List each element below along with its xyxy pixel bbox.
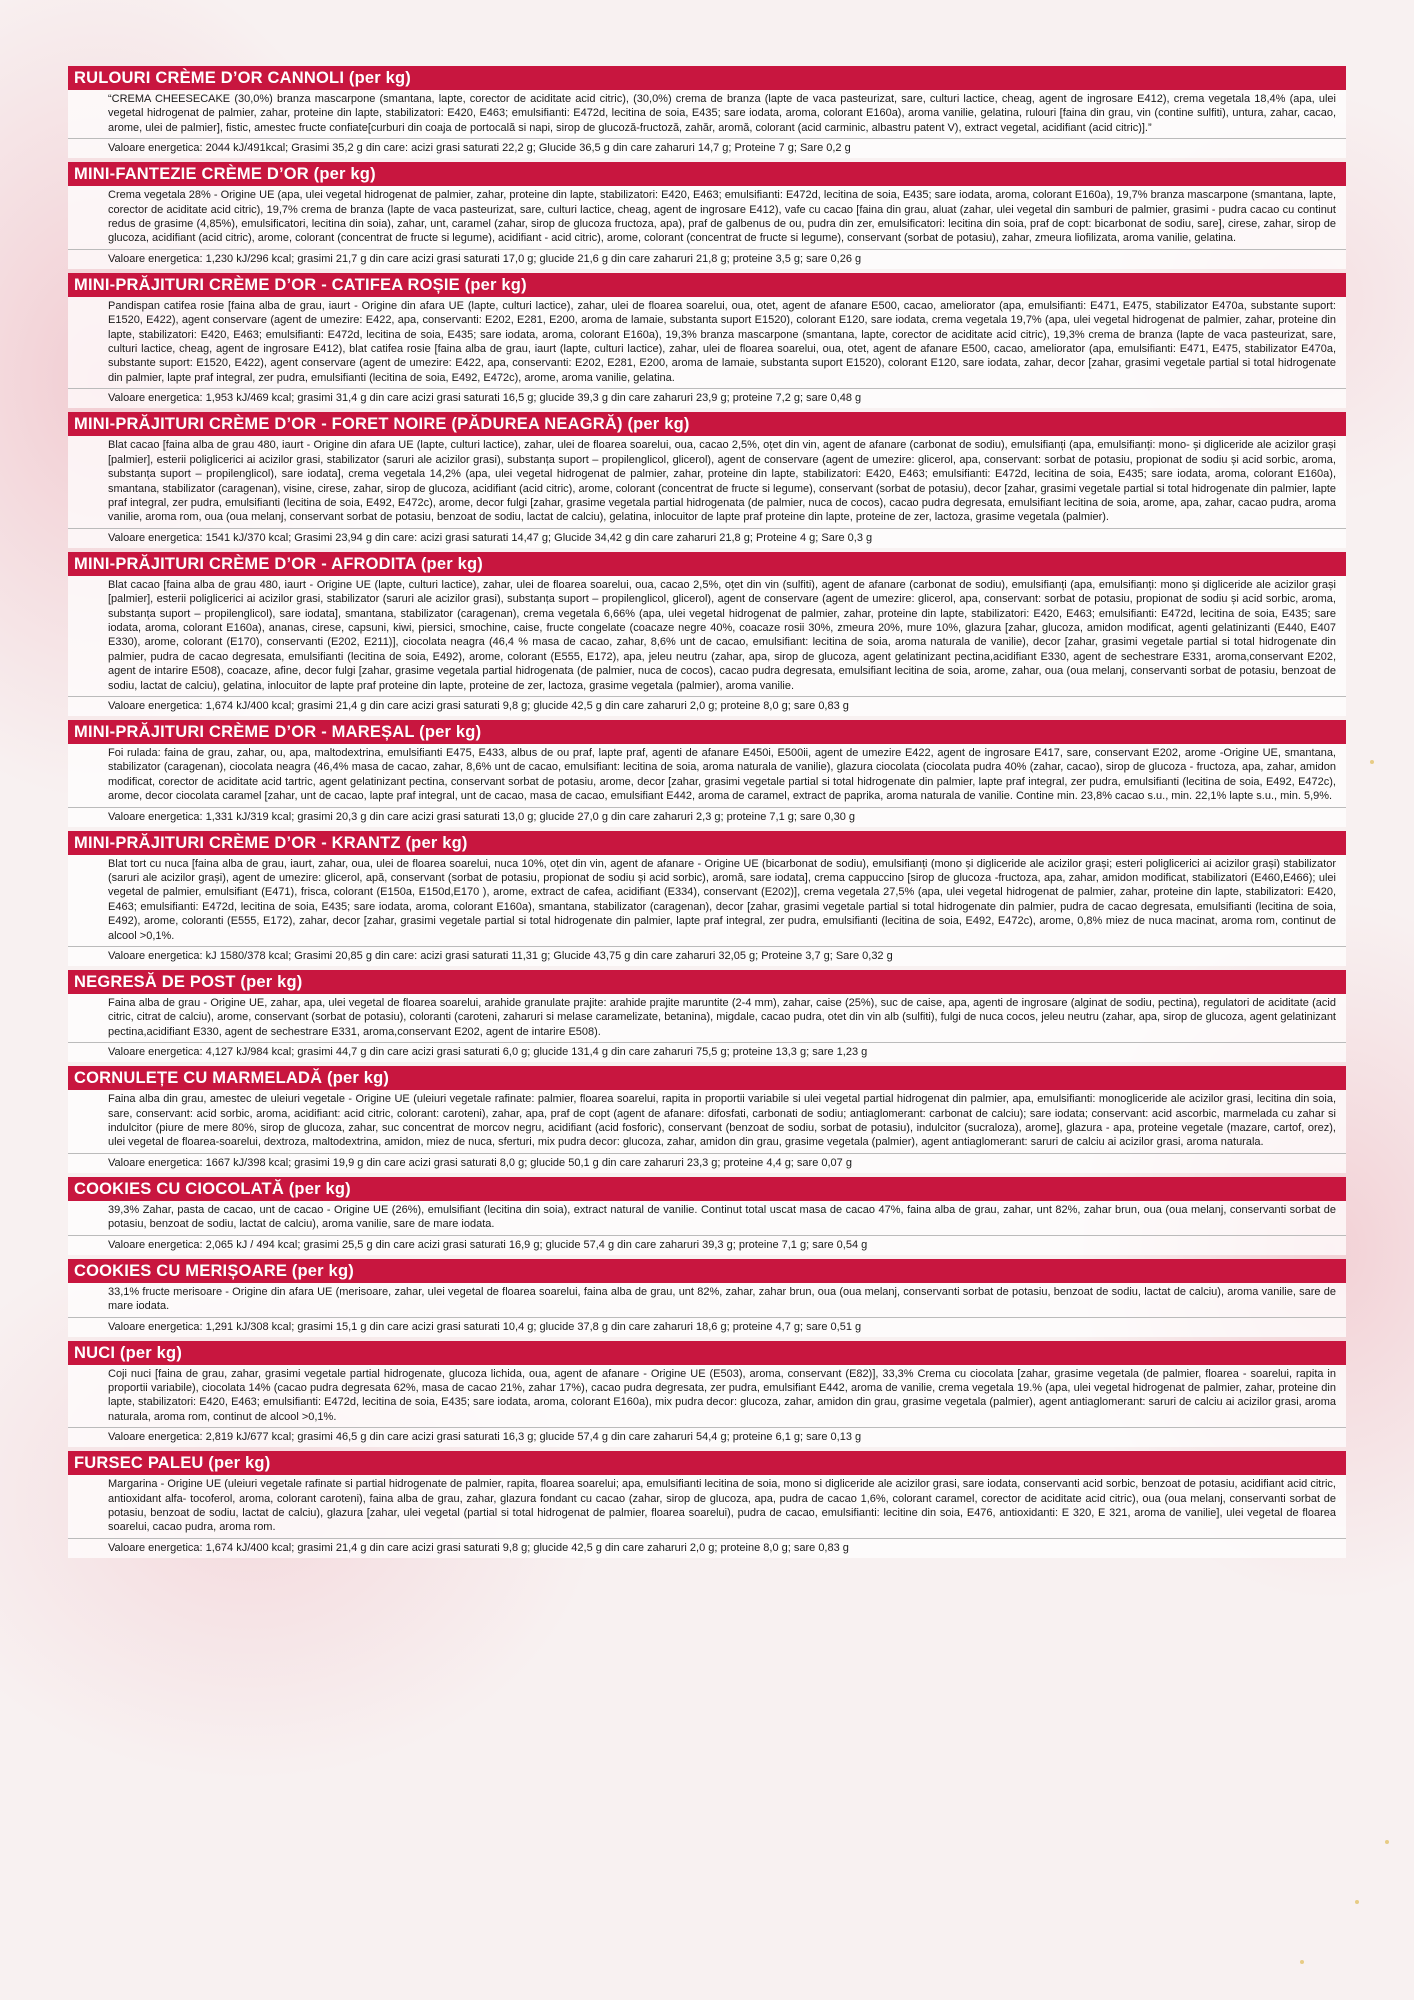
product-section [68,162,1346,269]
ingredients-text: “CREMA CHEESECAKE (30,0%) branza mascarpone (smantana, lapte, corector de aciditate acid citric), (30,0%) crema de branza (lapte de vaca pasteurizat, sare, culturi lactice, cheag, agent de ingrosare E412), crema vegetala 18,4% (apa, ulei vegetal hidrogenat de palmier, zahar, proteine din lapte, stabilizatori: E420, E463; emulsifianti: E472d, lecitina de soia, E435; sare iodata, aroma, colorant E160a), aroma vanilie, gelatina, rulouri [faina din grau, vin (contine sulfiti), untura, zahar, cacao, arome, ulei de palmier], fistic, amestec fructe confiate[curburi din coaja de portocală si napi, sirop de glucoză-fructoză, zahăr, aromă, colorant (acid carminic, albastru patent V), extract vegetal, acidifiant (acid citric)].” [68,90,1346,138]
product-section [68,1066,1346,1173]
nutrition-line: Valoare energetica: 1,674 kJ/400 kcal; grasimi 21,4 g din care acizi grasi saturati 9,8 g; glucide 42,5 g din care zaharuri 2,0 g; proteine 8,0 g; sare 0,83 g [68,1538,1346,1558]
product-section [68,273,1346,408]
ingredients-text: Faina alba de grau - Origine UE, zahar, apa, ulei vegetal de floarea soarelui, arahide granulate prajite: arahide prajite maruntite (2-4 mm), zahar, caise (25%), suc de caise, apa, agenti de ingrosare (alginat de sodiu, pectina), regulatori de aciditate (acid citric, citrat de calciu), arome, conservant (sorbat de potasiu), coloranti (caroteni, zaharuri si melase caramelizate, betanina), migdale, cacao pudra, otet din vin alb (sulfiti), fulgi de nuca cocos, jeleu neutru (zahar, apa, sirop de glucoza, agent gelatinizant pectina,acidifiant E330, agent de sechestrare E331, aroma,conservant E202, agent de intarire E508). [68,994,1346,1042]
product-title: COOKIES CU CIOCOLATĂ (per kg) [68,1177,1346,1201]
ingredients-text: Blat tort cu nuca [faina alba de grau, iaurt, zahar, oua, ulei de floarea soarelui, nuca 10%, oțet din vin, agent de afanare - Origine UE (bicarbonat de sodiu), emulsifianți (mono și digliceride ale acizilor grași; esteri poliglicerici ai acizilor grași) stabilizator (saruri ale acizilor grași), agent de umezire: glicerol, apă, conservant (sorbat de potasiu, propionat de sodiu și acid sorbic), aromă, sare iodata], crema cappuccino [sirop de glucoza -fructoza, apa, zahar, amidon modificat, stabilizatori (E460,E466); ulei vegetal de palmier, emulsifiant (E471), frisca, colorant (E150a, E150d,E170 ), arome, extract de cafea, acidifiant (E334), conservant (E202)], crema vegetala 27,5% (apa, ulei vegetal hidrogenat de palmier, zahar, proteine din lapte, stabilizatori: E420, E463; emulsifianti: E472d, lecitina de soia, E435; sare iodata, aroma, colorant E160a), smantana, stabilizator (caragenan), decor [zahar, grasimi vegetale partial si total hidrogenate din palmier, pudra de cacao degresata, emulsifianti (lecitina de soia, E492), arome, coloranti (E555, E172), zahar, decor [zahar, grasimi vegetale partial si total hidrogenate din palmier, lapte praf integral, zer pudra, emulsifianti (lecitina de soia, E492, E472c), arome, 0,8% miez de nuca macinat, aroma rom, continut de alcool >0,1%. [68,855,1346,946]
product-section [68,831,1346,966]
product-title: MINI-PRĂJITURI CRÈME D’OR - KRANTZ (per kg) [68,831,1346,855]
product-title: CORNULEȚE CU MARMELADĂ (per kg) [68,1066,1346,1090]
product-section [68,1259,1346,1337]
ingredients-text: Blat cacao [faina alba de grau 480, iaurt - Origine din afara UE (lapte, culturi lactice), zahar, ulei de floarea soarelui, oua, cacao 2,5%, oțet din vin, agent de afanare (carbonat de sodiu), emulsifianți (apa, emulsifianți: mono- și digliceride ale acizilor grași [palmier], esterii poliglicerici ai acizilor grasi, stabilizator (saruri ale acizilor grasi), substanța suport – propilenglicol, glicerol), agent de conservare (agent de umezire: glicerol, apa, conservant: sorbat de potasiu, propionat de sodiu și acid sorbic, aroma, substanța suport – propilenglicol), sare iodata], crema vegetala 14,2% (apa, ulei vegetal hidrogenat de palmier, zahar, proteine din lapte, stabilizatori: E420, E463; emulsifianti: E472d, lecitina de soia, E435; sare iodata, aroma, colorant E160a), smantana, stabilizator (caragenan), visine, cirese, zahar, sirop de glucoza, acidifiant (acid citric), arome, colorant (concentrat de fructe si legume), conservant (sorbat de potasiu), decor [zahar, grasimi vegetale partial si total hidrogenate din palmier, lapte praf integral, zer pudra, emulsifianti (lecitina de soia, E492, E472c), arome, decor fulgi [zahar, grasime vegetala partial hidrogenata (de palmier, nuca de cocos), cacao pudra degresata, emulsifiant lecitina de soia, arome, apa, zahar, cacao pudra, aroma vanilie, aroma rom, oua (oua melanj, conservant sorbat de potasiu, benzoat de sodiu, lactat de calciu), gelatina, inlocuitor de lapte praf proteine din lapte, proteine de zer, lactoza, grasime vegetala (palmier). [68,436,1346,527]
ingredients-text: Coji nuci [faina de grau, zahar, grasimi vegetale partial hidrogenate, glucoza lichida, oua, agent de afanare - Origine UE (E503), aroma, conservant (E82)], 33,3% Crema cu ciocolata [zahar, grasime vegetala (de palmier, floarea - soarelui, rapita in proportii variabile), ciocolata 14% (cacao pudra degresata 62%, masa de cacao 21%, zahar 17%), cacao pudra degresata, zer pudra, emulsifiant E442, aroma de vanilie, crema vegetala 19.% (apa, ulei vegetal hidrogenat de palmier, zahar, proteine din lapte, stabilizatori: E420, E463; emulsifianti: E472d, lecitina de soia, E435; sare iodata, aroma, colorant E160a), mix pudra decor: glucoza, zahar, amidon din grau, grasime vegetala (palmier), agent antiaglomerant: saruri de calciu ai acizilor grasi, aroma naturala, aroma rom, continut de alcool >0,1%. [68,1365,1346,1428]
ingredients-text: Blat cacao [faina alba de grau 480, iaurt - Origine UE (lapte, culturi lactice), zahar, ulei de floarea soarelui, oua, cacao 2,5%, oțet din vin (sulfiti), agent de afanare (carbonat de sodiu), emulsifianți (apa, emulsifianți: mono și digliceride ale acizilor grași [palmier], esterii poliglicerici ai acizilor grasi, stabilizator (saruri ale acizilor grasi), substanța suport – propilenglicol, glicerol), agent de conservare (agent de umezire: glicerol, apa, conservant: sorbat de potasiu, propionat de sodiu și acid sorbic, aroma, substanța suport – propilenglicol), sare iodata], smantana, stabilizator (caragenan), crema vegetala 6,66% (apa, ulei vegetal hidrogenat de palmier, zahar, proteine din lapte, stabilizatori: E420, E463; emulsifianti: E472d, lecitina de soia, E435; sare iodata, aroma, colorant E160a), ananas, cirese, capsuni, kiwi, piersici, smochine, caise, fructe congelate (coacaze negre 40%, coacaze rosii 30%, zmeura 20%, mure 10%, glazura [zahar, glucoza, amidon modificat, agenti gelatinizanti (E440, E407 E330), arome, colorant (E170), conservanti (E202, E211)], ciocolata neagra (46,4 % masa de cacao, zahar, 8,6% unt de cacao, emulsifiant: lecitina de soia, aroma naturala de vanilie), decor [zahar, grasimi vegetale partial si total hidrogenate din palmier, pudra de cacao degresata, emulsifianti (lecitina de soia, E492), arome, colorant (E555, E172), apa, jeleu neutru (zahar, apa, sirop de glucoza, agent gelatinizant pectina,acidifiant E330, agent de sechestrare E331, aroma,conservant E202, agent de intarire E508), coacaze, afine, decor fulgi [zahar, grasime vegetala partial hidrogenata (de palmier, nuca de cocos), cacao pudra degresata, emulsifiant lecitina de soia, arome, zahar, oua (oua melanj, conservanti sorbat de potasiu, benzoat de sodiu, lactat de calciu), gelatina, inlocuitor de lapte praf proteine din lapte, proteine de zer, lactoza, grasime vegetala (palmier), aroma vanilie. [68,576,1346,696]
product-title: NUCI (per kg) [68,1341,1346,1365]
product-section [68,970,1346,1062]
product-section [68,720,1346,827]
product-title: RULOURI CRÈME D’OR CANNOLI (per kg) [68,66,1346,90]
nutrition-line: Valoare energetica: 2,065 kJ / 494 kcal; grasimi 25,5 g din care acizi grasi saturati 16,9 g; glucide 57,4 g din care zaharuri 39,3 g; proteine 7,1 g; sare 0,54 g [68,1235,1346,1255]
product-title: COOKIES CU MERIȘOARE (per kg) [68,1259,1346,1283]
nutrition-line: Valoare energetica: 1667 kJ/398 kcal; grasimi 19,9 g din care acizi grasi saturati 8,0 g; glucide 50,1 g din care zaharuri 23,3 g; proteine 4,4 g; sare 0,07 g [68,1153,1346,1173]
product-section [68,552,1346,716]
decor-dot [1370,760,1374,764]
ingredients-text: 33,1% fructe merisoare - Origine din afara UE (merisoare, zahar, ulei vegetal de floarea soarelui, faina alba de grau, unt 82%, zahar, zahar brun, oua (oua melanj, conservanti sorbat de potasiu, benzoat de sodiu, lactat de calciu), aroma vanilie, sare de mare iodata. [68,1283,1346,1317]
decor-dot [1385,1840,1389,1844]
product-title: FURSEC PALEU (per kg) [68,1451,1346,1475]
product-section [68,1451,1346,1558]
nutrition-line: Valoare energetica: 1,953 kJ/469 kcal; grasimi 31,4 g din care acizi grasi saturati 16,5 g; glucide 39,3 g din care zaharuri 23,9 g; proteine 7,2 g; sare 0,48 g [68,388,1346,408]
nutrition-line: Valoare energetica: 1,674 kJ/400 kcal; grasimi 21,4 g din care acizi grasi saturati 9,8 g; glucide 42,5 g din care zaharuri 2,0 g; proteine 8,0 g; sare 0,83 g [68,696,1346,716]
nutrition-line: Valoare energetica: 4,127 kJ/984 kcal; grasimi 44,7 g din care acizi grasi saturati 6,0 g; glucide 131,4 g din care zaharuri 75,5 g; proteine 13,3 g; sare 1,23 g [68,1042,1346,1062]
ingredients-sheet [68,66,1346,1562]
product-title: MINI-PRĂJITURI CRÈME D’OR - CATIFEA ROȘIE (per kg) [68,273,1346,297]
product-section [68,412,1346,547]
product-title: MINI-FANTEZIE CRÈME D’OR (per kg) [68,162,1346,186]
product-title: MINI-PRĂJITURI CRÈME D’OR - FORET NOIRE (PĂDUREA NEAGRĂ) (per kg) [68,412,1346,436]
nutrition-line: Valoare energetica: 1541 kJ/370 kcal; Grasimi 23,94 g din care: acizi grasi saturati 14,47 g; Glucide 34,42 g din care zaharuri 21,8 g; Proteine 4 g; Sare 0,3 g [68,528,1346,548]
decor-dot [1300,1960,1304,1964]
product-section [68,1177,1346,1255]
nutrition-line: Valoare energetica: 2,819 kJ/677 kcal; grasimi 46,5 g din care acizi grasi saturati 16,3 g; glucide 57,4 g din care zaharuri 54,4 g; proteine 6,1 g; sare 0,13 g [68,1427,1346,1447]
product-section [68,1341,1346,1448]
ingredients-text: Faina alba din grau, amestec de uleiuri vegetale - Origine UE (uleiuri vegetale rafinate: palmier, floarea soarelui, rapita in proportii variabile si ulei vegetal partial hidrogenat din palmier, apa, emulsifianti: monogliceride ale acizilor grasi, lecitina din soia, sare, conservant: acid sorbic, aroma, acidifiant: acid citric, colorant: caroteni), zahar, apa, praf de copt (agent de afanare: difosfati, carbonati de sodiu; antiaglomerant: carbonat de calciu); sare iodata; conservant: acid ascorbic, marmelada cu zahar si indulcitor (piure de mere 80%, sirop de glucoza, zahar, suc concentrat de morcov negru, acidifiant (acid fosforic), conservant (benzoat de sodiu, sorbat de potasiu), indulcitor (sucraloza), arome], glazura - apa, proteine vegetale (mazare, cartof, orez), ulei vegetal de floarea-soarelui, dextroza, maltodextrina, amidon, miez de nuca, sferturi, mix pudra decor: glucoza, zahar, amidon din grau, grasime vegetala (palmier), agent antiaglomerant: saruri de calciu ai acizilor grasi, aroma naturala. [68,1090,1346,1153]
ingredients-text: Pandispan catifea rosie [faina alba de grau, iaurt - Origine din afara UE (lapte, culturi lactice), zahar, ulei de floarea soarelui, oua, otet, agent de afanare E500, cacao, ameliorator (apa, emulsifianti: E471, E475, stabilizator E470a, substante suport: E1520, E422), agent conservare (agent de umezire: E422, apa, conservanti: E202, E281, E200, aroma de lamaie, substanta suport E1520), colorant E120, sare iodata, crema vegetala 19,7% (apa, ulei vegetal hidrogenat de palmier, zahar, proteine din lapte, stabilizatori: E420, E463; emulsifianti: E472d, lecitina de soia, E435; sare iodata, aroma, colorant E160a), 19,3% branza mascarpone (smantana, lapte, corector de aciditate acid citric), 19,3% crema de branza (lapte de vaca pasteurizat, sare, culturi lactice, cheag, agent de ingrosare E412), blat catifea rosie [faina alba de grau, iaurt (lapte, culturi lactice), zahar, ulei de floarea soarelui, oua, otet, agent de afanare E500, cacao, ameliorator (apa, emulsifianti: E471, E475, stabilizator E470a, substante suport: E1520, E422), agent conservare (agent de umezire: E422, apa, conservanti: E202, E281, E200, aroma de lamaie, substanta suport E1520), colorant E120, sare iodata, zahar, decor [zahar, grasimi vegetale partial si total hidrogenate din palmier, lapte praf integral, zer pudra, emulsifianti (lecitina de soia, E492, E472c), arome, aroma vanilie, gelatina. [68,297,1346,388]
product-title: NEGRESĂ DE POST (per kg) [68,970,1346,994]
ingredients-text: 39,3% Zahar, pasta de cacao, unt de cacao - Origine UE (26%), emulsifiant (lecitina din soia), extract natural de vanilie. Continut total uscat masa de cacao 47%, faina alba de grau, zahar, unt 82%, zahar brun, oua (oua melanj, conservanti sorbat de potasiu, benzoat de sodiu, lactat de calciu), aroma vanilie, sare de mare iodata. [68,1201,1346,1235]
nutrition-line: Valoare energetica: kJ 1580/378 kcal; Grasimi 20,85 g din care: acizi grasi saturati 11,31 g; Glucide 43,75 g din care zaharuri 32,05 g; Proteine 3,7 g; Sare 0,32 g [68,946,1346,966]
product-title: MINI-PRĂJITURI CRÈME D’OR - AFRODITA (per kg) [68,552,1346,576]
decor-dot [1355,1900,1359,1904]
nutrition-line: Valoare energetica: 2044 kJ/491kcal; Grasimi 35,2 g din care: acizi grasi saturati 22,2 g; Glucide 36,5 g din care zaharuri 14,7 g; Proteine 7 g; Sare 0,2 g [68,138,1346,158]
nutrition-line: Valoare energetica: 1,230 kJ/296 kcal; grasimi 21,7 g din care acizi grasi saturati 17,0 g; glucide 21,6 g din care zaharuri 21,8 g; proteine 3,5 g; sare 0,26 g [68,249,1346,269]
ingredients-text: Crema vegetala 28% - Origine UE (apa, ulei vegetal hidrogenat de palmier, zahar, proteine din lapte, stabilizatori: E420, E463; emulsifianti: E472d, lecitina de soia, E435; sare iodata, aroma, colorant E160a), 19,7% branza mascarpone (smantana, lapte, corector de aciditate acid citric), 19,7% crema de branza (lapte de vaca pasteurizat, sare, culturi lactice, cheag, agent de ingrosare E412), vafe cu cacao [faina din grau, aluat (zahar, ulei vegetal din samburi de palmier, grasimi - pudra cacao cu continut redus de grasime (4,85%), emulsificatori, lecitina din soia), zahar, unt, caramel (zahar, sirop de glucoza fructoza, apa), praf de galbenus de ou, pudra din zer, emulsificatori: lecitina din soia, praf de copt: bicarbonat de sodiu, sare], cirese, zahar, sirop de glucoza, acidifiant (acid citric), arome, colorant (concentrat de fructe si legume), acidifiant - acid citric), arome, colorant (concentrat de fructe si legume), conservant (sorbat de potasiu), zahar, zmeura liofilizata, aroma vanilie, gelatina. [68,186,1346,249]
nutrition-line: Valoare energetica: 1,331 kJ/319 kcal; grasimi 20,3 g din care acizi grasi saturati 13,0 g; glucide 27,0 g din care zaharuri 2,3 g; proteine 7,1 g; sare 0,30 g [68,807,1346,827]
ingredients-text: Margarina - Origine UE (uleiuri vegetale rafinate si partial hidrogenate de palmier, rapita, floarea soarelui; apa, emulsifianti lecitina de soia, mono si digliceride ale acizilor grasi, sare iodata, conservanti acid sorbic, benzoat de potasiu, acidifiant acid citric, antioxidant alfa- tocoferol, aroma, colorant caroteni), faina alba de grau, zahar, glazura fondant cu cacao (zahar, sirop de glucoza, apa, pudra de cacao 1,6%, colorant caramel, corector de aciditate acid citric), oua (oua melanj, conservanti sorbat de potasiu, benzoat de sodiu, lactat de calciu), glazura [zahar, ulei vegetal (partial si total hidrogenat de palmier, floarea soarelui), pudra de cacao, emulsifianti: lecitine din soia, E476, antioxidanti: E 320, E 321, aroma de vanilie], ulei vegetal de floarea soarelui, cacao pudra, aroma rom. [68,1475,1346,1538]
product-section [68,66,1346,158]
nutrition-line: Valoare energetica: 1,291 kJ/308 kcal; grasimi 15,1 g din care acizi grasi saturati 10,4 g; glucide 37,8 g din care zaharuri 18,6 g; proteine 4,7 g; sare 0,51 g [68,1317,1346,1337]
ingredients-text: Foi rulada: faina de grau, zahar, ou, apa, maltodextrina, emulsifianti E475, E433, albus de ou praf, lapte praf, agenti de afanare E450i, E500ii, agent de umezire E422, agent de ingrosare E417, sare, conservant E202, arome -Origine UE, smantana, stabilizator (caragenan), ciocolata neagra (46,4% masa de cacao, zahar, 8,6% unt de cacao, emulsifiant: lecitina de soia, aroma naturala de vanilie), glazura ciocolata (ciocolata pudra 40% (zahar, cacao), sirop de glucoza - fructoza, apa, zahar, amidon modificat, corector de aciditate acid tartric, agent gelatinizant pectina, conservant sorbat de potasiu, arome, decor [zahar, grasimi vegetale partial si total hidrogenate din palmier, lapte praf integral, zer pudra, emulsifianti (lecitina de soia, E492, E472c), arome, decor ciocolata caramel [zahar, unt de cacao, lapte praf integral, unt de cacao, masa de cacao, emulsifiant E442, aroma de caramel, extract de paprika, aroma naturala de vanilie. Contine min. 23,8% cacao s.u., min. 22,1% lapte s.u., min. 5,9%. [68,744,1346,807]
product-title: MINI-PRĂJITURI CRÈME D’OR - MAREȘAL (per kg) [68,720,1346,744]
